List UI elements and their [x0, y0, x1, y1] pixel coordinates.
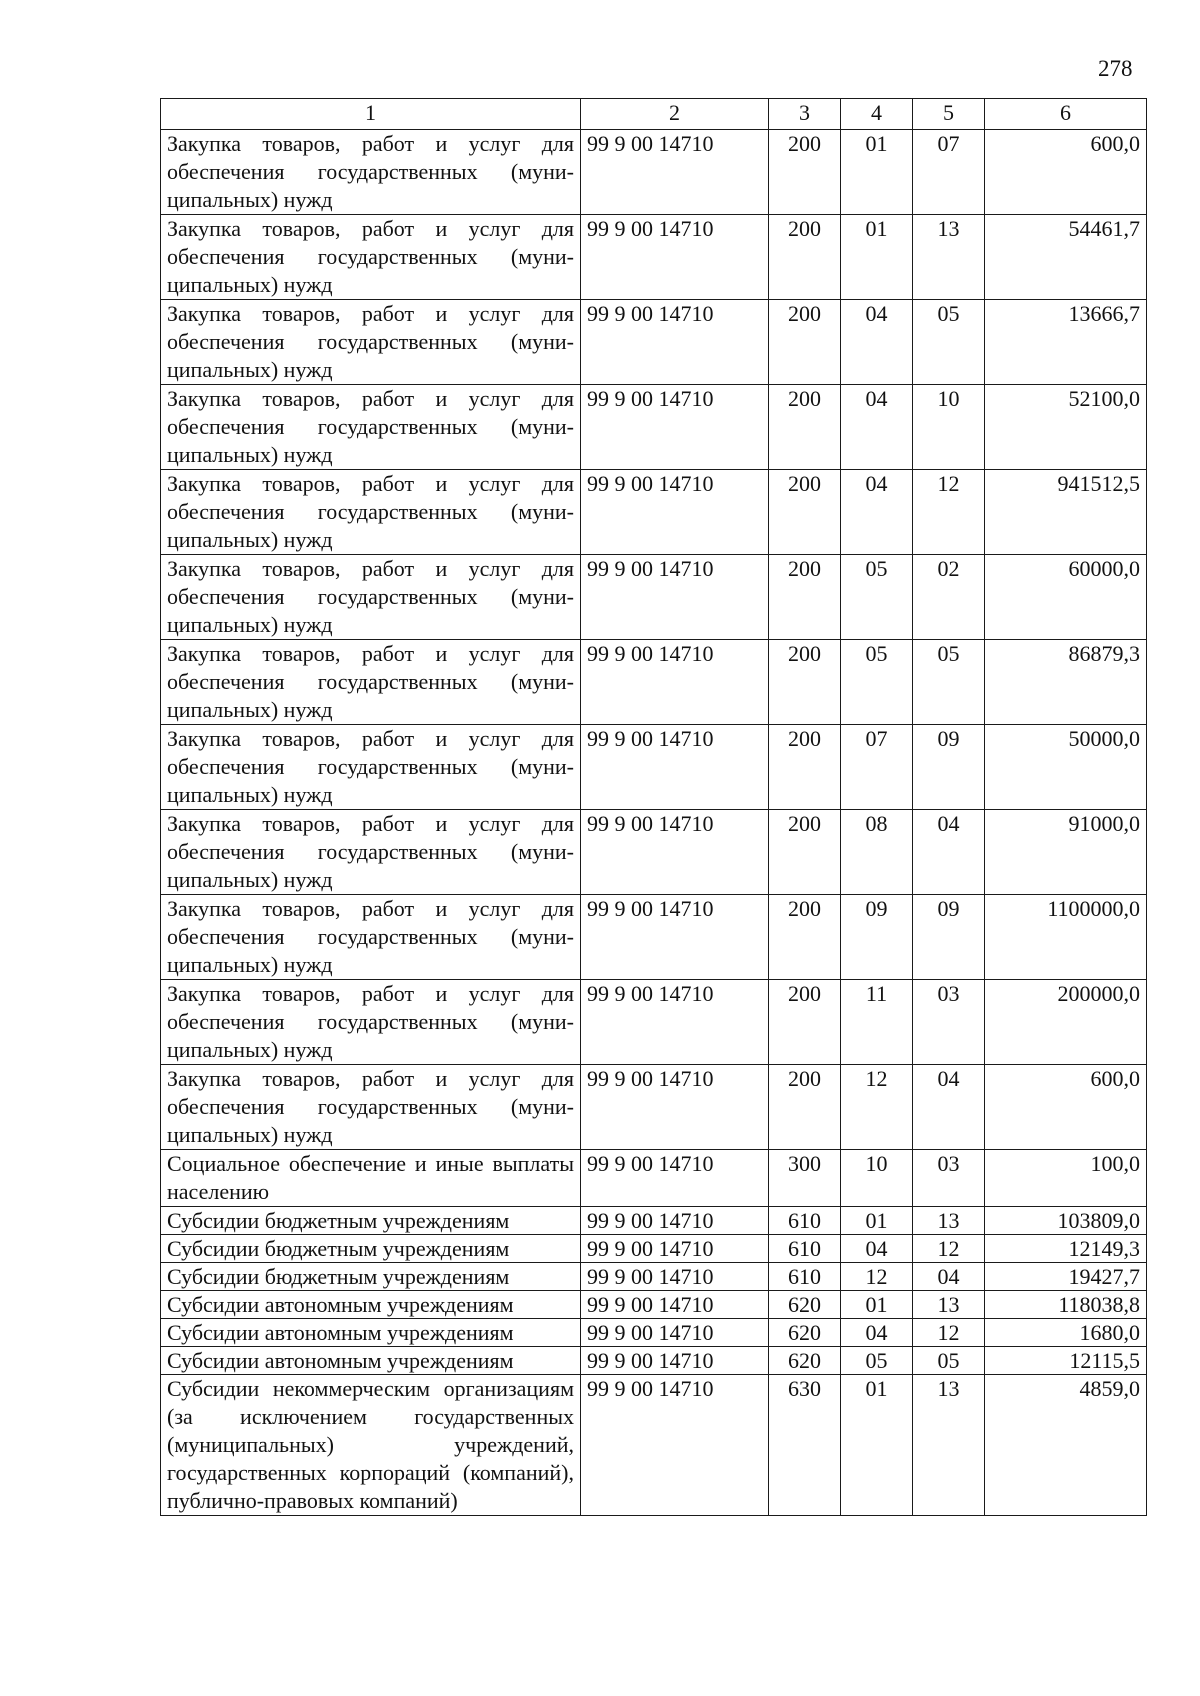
row-description: Субсидии бюджетным учреждениям: [161, 1235, 581, 1263]
row-subsection: 09: [913, 895, 985, 980]
table-row: [161, 215, 1147, 300]
row-description: Закупка товаров, работ и услуг для обеспечения государственных (муниципальных) нужд: [161, 980, 581, 1065]
table-row: [161, 1347, 1147, 1375]
column-header-4: 4: [841, 99, 913, 130]
row-description: Закупка товаров, работ и услуг для обеспечения государственных (муниципальных) нужд: [161, 555, 581, 640]
row-expense-type: 620: [769, 1319, 841, 1347]
column-header-5: 5: [913, 99, 985, 130]
row-amount: 600,0: [985, 130, 1147, 215]
row-target-code: 99 9 00 14710: [581, 725, 769, 810]
row-section: 08: [841, 810, 913, 895]
row-subsection: 13: [913, 1291, 985, 1319]
row-description: Закупка товаров, работ и услуг для обеспечения государственных (муниципальных) нужд: [161, 385, 581, 470]
row-amount: 200000,0: [985, 980, 1147, 1065]
row-expense-type: 620: [769, 1347, 841, 1375]
row-target-code: 99 9 00 14710: [581, 555, 769, 640]
row-amount: 91000,0: [985, 810, 1147, 895]
row-subsection: 13: [913, 1207, 985, 1235]
row-amount: 60000,0: [985, 555, 1147, 640]
row-target-code: 99 9 00 14710: [581, 1207, 769, 1235]
row-amount: 12115,5: [985, 1347, 1147, 1375]
row-subsection: 05: [913, 300, 985, 385]
row-section: 04: [841, 1235, 913, 1263]
row-amount: 54461,7: [985, 215, 1147, 300]
row-description: Закупка товаров, работ и услуг для обеспечения государственных (муниципальных) нужд: [161, 300, 581, 385]
table-row: [161, 640, 1147, 725]
row-section: 07: [841, 725, 913, 810]
row-expense-type: 200: [769, 640, 841, 725]
row-target-code: 99 9 00 14710: [581, 640, 769, 725]
column-header-6: 6: [985, 99, 1147, 130]
row-target-code: 99 9 00 14710: [581, 1375, 769, 1516]
row-amount: 1100000,0: [985, 895, 1147, 980]
row-section: 09: [841, 895, 913, 980]
row-section: 12: [841, 1263, 913, 1291]
table-row: [161, 1235, 1147, 1263]
row-target-code: 99 9 00 14710: [581, 980, 769, 1065]
row-expense-type: 200: [769, 725, 841, 810]
table-row: [161, 1319, 1147, 1347]
row-amount: 52100,0: [985, 385, 1147, 470]
row-description: Закупка товаров, работ и услуг для обеспечения государственных (муниципальных) нужд: [161, 470, 581, 555]
row-amount: 12149,3: [985, 1235, 1147, 1263]
row-expense-type: 200: [769, 385, 841, 470]
table-row: [161, 810, 1147, 895]
row-amount: 100,0: [985, 1150, 1147, 1207]
row-expense-type: 610: [769, 1235, 841, 1263]
table-row: [161, 1065, 1147, 1150]
row-description: Закупка товаров, работ и услуг для обеспечения государственных (муниципальных) нужд: [161, 1065, 581, 1150]
column-header-2: 2: [581, 99, 769, 130]
table-row: [161, 300, 1147, 385]
row-amount: 941512,5: [985, 470, 1147, 555]
row-target-code: 99 9 00 14710: [581, 1065, 769, 1150]
row-expense-type: 300: [769, 1150, 841, 1207]
row-subsection: 12: [913, 1319, 985, 1347]
row-amount: 118038,8: [985, 1291, 1147, 1319]
row-subsection: 04: [913, 1263, 985, 1291]
table-row: [161, 385, 1147, 470]
row-target-code: 99 9 00 14710: [581, 1319, 769, 1347]
table-row: [161, 895, 1147, 980]
row-subsection: 13: [913, 215, 985, 300]
column-header-1: 1: [161, 99, 581, 130]
row-section: 04: [841, 1319, 913, 1347]
table-row: [161, 980, 1147, 1065]
row-amount: 4859,0: [985, 1375, 1147, 1516]
table-row: [161, 130, 1147, 215]
row-amount: 13666,7: [985, 300, 1147, 385]
row-description: Субсидии автономным учреждениям: [161, 1347, 581, 1375]
row-section: 12: [841, 1065, 913, 1150]
row-description: Закупка товаров, работ и услуг для обеспечения государственных (муниципальных) нужд: [161, 810, 581, 895]
row-section: 05: [841, 1347, 913, 1375]
table-row: [161, 725, 1147, 810]
table-body: [161, 130, 1147, 1516]
row-expense-type: 200: [769, 555, 841, 640]
row-subsection: 04: [913, 810, 985, 895]
row-target-code: 99 9 00 14710: [581, 1263, 769, 1291]
row-target-code: 99 9 00 14710: [581, 1150, 769, 1207]
row-subsection: 04: [913, 1065, 985, 1150]
row-expense-type: 620: [769, 1291, 841, 1319]
row-amount: 1680,0: [985, 1319, 1147, 1347]
row-description: Закупка товаров, работ и услуг для обеспечения государственных (муниципальных) нужд: [161, 895, 581, 980]
row-description: Субсидии бюджетным учреждениям: [161, 1263, 581, 1291]
table-row: [161, 1263, 1147, 1291]
row-expense-type: 610: [769, 1263, 841, 1291]
row-section: 04: [841, 300, 913, 385]
row-subsection: 12: [913, 1235, 985, 1263]
row-amount: 600,0: [985, 1065, 1147, 1150]
row-description: Закупка товаров, работ и услуг для обеспечения государственных (муниципальных) нужд: [161, 130, 581, 215]
table-row: [161, 555, 1147, 640]
table-header-row: [161, 99, 1147, 130]
row-expense-type: 200: [769, 810, 841, 895]
row-target-code: 99 9 00 14710: [581, 385, 769, 470]
row-description: Закупка товаров, работ и услуг для обеспечения государственных (муниципальных) нужд: [161, 725, 581, 810]
table-row: [161, 470, 1147, 555]
row-section: 04: [841, 470, 913, 555]
row-subsection: 13: [913, 1375, 985, 1516]
row-target-code: 99 9 00 14710: [581, 1235, 769, 1263]
page-number: 278: [1098, 56, 1133, 81]
row-amount: 50000,0: [985, 725, 1147, 810]
row-target-code: 99 9 00 14710: [581, 215, 769, 300]
row-target-code: 99 9 00 14710: [581, 470, 769, 555]
row-expense-type: 200: [769, 980, 841, 1065]
row-amount: 19427,7: [985, 1263, 1147, 1291]
row-subsection: 03: [913, 1150, 985, 1207]
row-target-code: 99 9 00 14710: [581, 130, 769, 215]
row-target-code: 99 9 00 14710: [581, 895, 769, 980]
row-expense-type: 200: [769, 300, 841, 385]
column-header-3: 3: [769, 99, 841, 130]
row-expense-type: 200: [769, 215, 841, 300]
row-description: Субсидии автономным учреждениям: [161, 1319, 581, 1347]
budget-table: [160, 98, 1147, 1516]
row-subsection: 05: [913, 640, 985, 725]
row-section: 04: [841, 385, 913, 470]
row-section: 01: [841, 130, 913, 215]
row-section: 01: [841, 1291, 913, 1319]
table-row: [161, 1150, 1147, 1207]
row-target-code: 99 9 00 14710: [581, 1291, 769, 1319]
row-subsection: 03: [913, 980, 985, 1065]
row-section: 05: [841, 555, 913, 640]
row-description: Субсидии некоммерческим организациям (за исключением государственных (муниципальных) учреждений, государственных корпораций (компаний), публично-правовых компаний): [161, 1375, 581, 1516]
row-amount: 103809,0: [985, 1207, 1147, 1235]
row-subsection: 09: [913, 725, 985, 810]
row-description: Закупка товаров, работ и услуг для обеспечения государственных (муниципальных) нужд: [161, 215, 581, 300]
row-section: 01: [841, 1207, 913, 1235]
row-amount: 86879,3: [985, 640, 1147, 725]
row-section: 01: [841, 1375, 913, 1516]
row-subsection: 05: [913, 1347, 985, 1375]
row-expense-type: 200: [769, 470, 841, 555]
table-row: [161, 1375, 1147, 1516]
row-section: 11: [841, 980, 913, 1065]
row-subsection: 12: [913, 470, 985, 555]
row-description: Закупка товаров, работ и услуг для обеспечения государственных (муниципальных) нужд: [161, 640, 581, 725]
row-expense-type: 200: [769, 895, 841, 980]
row-subsection: 02: [913, 555, 985, 640]
row-target-code: 99 9 00 14710: [581, 1347, 769, 1375]
table-row: [161, 1291, 1147, 1319]
table-row: [161, 1207, 1147, 1235]
row-target-code: 99 9 00 14710: [581, 300, 769, 385]
row-section: 01: [841, 215, 913, 300]
row-target-code: 99 9 00 14710: [581, 810, 769, 895]
row-section: 10: [841, 1150, 913, 1207]
row-subsection: 10: [913, 385, 985, 470]
row-subsection: 07: [913, 130, 985, 215]
row-section: 05: [841, 640, 913, 725]
row-description: Социальное обеспечение и иные выплаты населению: [161, 1150, 581, 1207]
row-expense-type: 200: [769, 1065, 841, 1150]
row-expense-type: 630: [769, 1375, 841, 1516]
row-description: Субсидии автономным учреждениям: [161, 1291, 581, 1319]
row-expense-type: 610: [769, 1207, 841, 1235]
row-description: Субсидии бюджетным учреждениям: [161, 1207, 581, 1235]
row-expense-type: 200: [769, 130, 841, 215]
